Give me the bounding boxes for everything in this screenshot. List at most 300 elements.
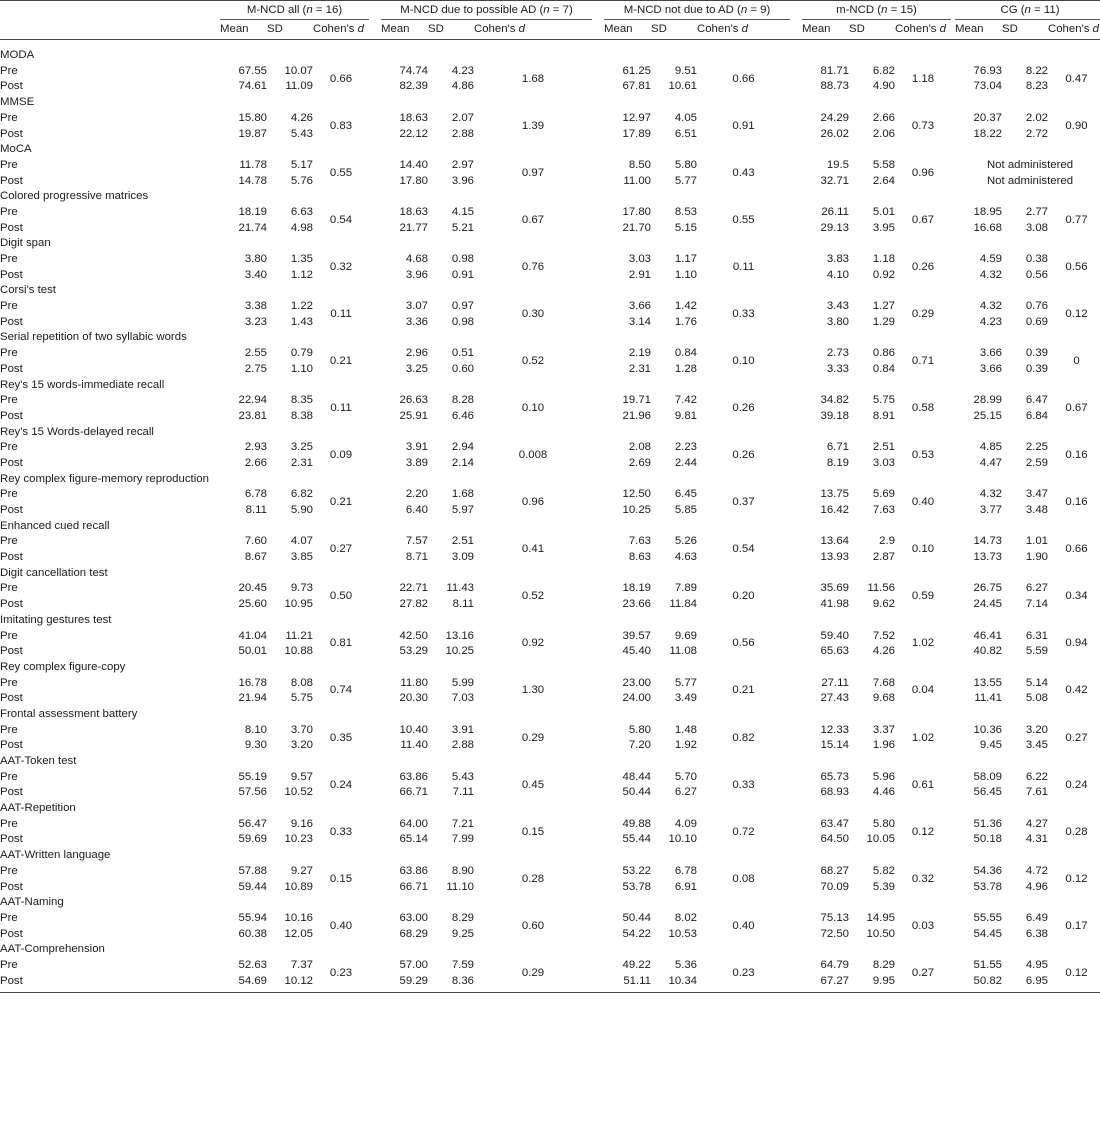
sd-value: 3.95 [872,221,895,234]
subheader-cohen-s-d: Cohen's d [313,20,369,40]
row-label-pre: Pre [0,582,18,595]
row-label-pre: Pre [0,441,18,454]
sd-value: 3.45 [1025,739,1048,752]
subheader-mean: Mean [381,20,428,40]
header-gap [369,20,381,40]
measure-row [0,566,1100,582]
sd-value: 4.72 [1025,864,1048,877]
mean-value: 65.14 [399,833,428,846]
mean-value: 59.40 [820,629,849,642]
sd-value: 6.91 [674,880,697,893]
mean-value: 51.36 [973,817,1002,830]
pre-row [0,817,1100,833]
mean-value: 22.12 [399,127,428,140]
mean-value: 15.14 [820,739,849,752]
measure-name: Frontal assessment battery [0,707,138,720]
sd-value: 6.82 [290,488,313,501]
not-administered: Not administered [986,158,1074,171]
gap-cell [592,205,604,221]
cohens-d-value: 0.03 [911,919,935,932]
cohens-d-value: 0.55 [732,213,755,226]
sd-value: 4.90 [872,80,895,93]
gap-cell [790,315,802,331]
sd-value: 12.05 [284,927,313,940]
sd-value: 1.43 [290,315,313,328]
measure-name: Colored progressive matrices [0,190,149,203]
mean-value: 19.71 [622,394,651,407]
mean-value: 2.93 [244,441,267,454]
gap-cell [592,644,604,660]
mean-value: 21.77 [399,221,428,234]
sd-value: 8.36 [451,974,474,987]
mean-value: 59.44 [238,880,267,893]
mean-value: 2.96 [405,347,428,360]
cohens-d-value: 0.77 [1065,213,1088,226]
row-label-pre: Pre [0,817,18,830]
row-label-post: Post [0,221,23,234]
cohens-d-value: 0.23 [732,966,755,979]
sd-value: 1.76 [674,315,697,328]
mean-value: 12.97 [622,111,651,124]
gap-cell [369,817,381,833]
measure-row [0,425,1100,441]
row-label-pre: Pre [0,723,18,736]
gap-cell [369,456,381,472]
mean-value: 81.71 [820,64,849,77]
cohens-d-symbol: d [357,22,364,35]
gap-cell [369,362,381,378]
measure-row [0,801,1100,817]
gap-cell [790,974,802,990]
cohens-d-value: 0.66 [329,72,353,85]
pre-row [0,864,1100,880]
sd-value: 1.10 [290,362,313,375]
gap-cell [592,927,604,943]
cohens-d-value: 0.96 [521,496,545,509]
subheader-sd: SD [651,20,697,40]
cohens-d-value: 0.96 [911,166,935,179]
sd-value: 3.20 [290,739,313,752]
mean-value: 17.80 [622,205,651,218]
sd-value: 3.47 [1025,488,1048,501]
gap-cell [369,503,381,519]
sd-value: 2.14 [451,456,474,469]
sd-value: 5.77 [674,676,697,689]
sd-value: 5.59 [1025,645,1048,658]
mean-value: 2.91 [628,268,651,281]
sd-value: 1.17 [674,253,697,266]
row-label-pre: Pre [0,958,18,971]
mean-value: 53.78 [973,880,1002,893]
mean-value: 67.27 [820,974,849,987]
mean-value: 74.61 [238,80,267,93]
mean-value: 53.78 [622,880,651,893]
measure-row [0,283,1100,299]
mean-value: 10.25 [622,504,651,517]
mean-value: 75.13 [820,911,849,924]
mean-value: 18.22 [973,127,1002,140]
subheader-cohen-s-d: Cohen's d [697,20,790,40]
sd-value: 5.17 [290,158,313,171]
cohens-d-value: 0.24 [329,778,353,791]
measure-name: AAT-Repetition [0,802,76,815]
gap-cell [369,346,381,362]
cohens-d-value: 0.21 [732,684,755,697]
sd-value: 6.78 [674,864,697,877]
sd-value: 6.27 [1025,582,1048,595]
gap-cell [592,534,604,550]
mean-value: 11.00 [623,174,651,187]
cohens-d-value: 0.30 [521,307,545,320]
header-gap [790,2,802,20]
gap-cell [369,158,381,174]
cohens-d-value: 0.11 [732,260,755,273]
sd-value: 4.26 [290,111,313,124]
measure-name: Digit span [0,237,51,250]
sd-value: 3.85 [290,551,313,564]
gap-cell [790,550,802,566]
cohens-d-value: 1.02 [911,731,935,744]
sd-value: 0.79 [290,347,313,360]
gap-cell [790,628,802,644]
mean-value: 3.66 [628,300,651,313]
subheader-mean: Mean [220,20,267,40]
cohens-d-value: 0.59 [911,590,935,603]
cohens-d-value: 0.53 [911,449,935,462]
mean-value: 11.40 [400,739,428,752]
cohens-d-value: 0.23 [329,966,353,979]
gap-cell [369,534,381,550]
cohens-d-value: 0.50 [329,590,353,603]
mean-value: 50.44 [622,911,651,924]
sd-value: 1.01 [1025,535,1048,548]
mean-value: 7.57 [405,535,428,548]
gap-cell [369,268,381,284]
mean-value: 68.29 [399,927,428,940]
sd-value: 6.95 [1025,974,1048,987]
mean-value: 18.63 [399,205,428,218]
mean-value: 64.50 [820,833,849,846]
gap-cell [592,958,604,974]
pre-row [0,911,1100,927]
sd-value: 1.22 [290,300,313,313]
mean-value: 8.50 [628,158,651,171]
sd-value: 3.70 [290,723,313,736]
mean-value: 13.73 [973,551,1002,564]
group-header-4: CG (n = 11) [955,2,1100,20]
mean-value: 19.5 [826,158,849,171]
mean-value: 3.80 [826,315,849,328]
subheader-mean: Mean [604,20,651,40]
sd-value: 6.45 [674,488,697,501]
sd-value: 5.70 [674,770,697,783]
mean-value: 3.91 [405,441,428,454]
mean-value: 41.04 [238,629,267,642]
gap-cell [369,879,381,895]
cohens-d-value: 0.32 [329,260,353,273]
sd-value: 6.63 [290,205,313,218]
mean-value: 41.98 [820,598,849,611]
gap-cell [369,174,381,190]
mean-value: 17.80 [399,174,428,187]
cohens-d-value: 0.26 [732,449,755,462]
pre-row [0,111,1100,127]
pre-row [0,346,1100,362]
sd-value: 0.69 [1025,315,1048,328]
cohens-d-value: 0.67 [1065,402,1088,415]
gap-cell [790,221,802,237]
group-n-label: n [1024,3,1031,16]
mean-value: 23.66 [622,598,651,611]
sd-value: 5.82 [872,864,895,877]
gap-cell [790,911,802,927]
mean-value: 50.44 [622,786,651,799]
pre-row [0,393,1100,409]
row-label-post: Post [0,927,23,940]
mean-value: 3.07 [405,300,428,313]
mean-value: 22.94 [238,394,267,407]
gap-cell [592,299,604,315]
sd-value: 0.38 [1025,253,1048,266]
gap-cell [790,879,802,895]
gap-cell [592,785,604,801]
sd-value: 3.91 [451,723,474,736]
sd-value: 4.05 [674,111,697,124]
gap-cell [592,628,604,644]
row-label-pre: Pre [0,911,18,924]
pre-row [0,581,1100,597]
sd-value: 8.35 [290,394,313,407]
measure-row [0,519,1100,535]
mean-value: 3.25 [405,362,428,375]
measure-name: AAT-Comprehension [0,943,105,956]
mean-value: 4.23 [979,315,1002,328]
mean-value: 23.81 [238,409,267,422]
sd-value: 5.76 [290,174,313,187]
sd-value: 5.58 [872,158,895,171]
gap-cell [592,252,604,268]
mean-value: 11.78 [239,158,267,171]
sd-value: 1.35 [290,253,313,266]
sd-value: 2.06 [872,127,895,140]
measure-row [0,330,1100,346]
mean-value: 8.67 [244,551,267,564]
mean-value: 82.39 [399,80,428,93]
header-gap [790,20,802,40]
mean-value: 54.22 [622,927,651,940]
sd-value: 7.59 [451,958,474,971]
sd-value: 10.95 [284,598,313,611]
row-label-post: Post [0,409,23,422]
cohens-d-value: 0.43 [732,166,755,179]
sd-value: 4.15 [451,205,474,218]
gap-cell [790,503,802,519]
cohens-d-value: 0.24 [1065,778,1088,791]
mean-value: 32.71 [820,174,849,187]
gap-cell [592,440,604,456]
mean-value: 72.50 [820,927,849,940]
sd-value: 0.98 [451,315,474,328]
sd-value: 2.66 [872,111,895,124]
sd-value: 6.31 [1025,629,1048,642]
sd-value: 1.29 [872,315,895,328]
mean-value: 3.36 [405,315,428,328]
mean-value: 3.89 [405,456,428,469]
mean-value: 28.99 [973,394,1002,407]
sd-value: 5.08 [1025,692,1048,705]
pre-row [0,676,1100,692]
sd-value: 0.84 [872,362,895,375]
mean-value: 26.11 [821,205,849,218]
sd-value: 8.91 [872,409,895,422]
cohens-d-value: 0.32 [911,872,935,885]
measure-row [0,189,1100,205]
sd-value: 4.23 [451,64,474,77]
cohens-d-value: 1.18 [911,72,935,85]
sd-value: 5.69 [872,488,895,501]
mean-value: 55.19 [238,770,267,783]
cohens-d-value: 0.27 [1065,731,1088,744]
mean-value: 42.50 [399,629,428,642]
mean-value: 21.74 [238,221,267,234]
measure-row [0,895,1100,911]
measure-name: AAT-Token test [0,755,77,768]
mean-value: 3.80 [244,253,267,266]
gap-cell [369,409,381,425]
sd-value: 6.38 [1025,927,1048,940]
mean-value: 76.93 [973,64,1002,77]
sd-value: 2.97 [451,158,474,171]
mean-value: 7.60 [244,535,267,548]
sd-value: 5.43 [451,770,474,783]
sd-value: 5.15 [674,221,697,234]
cohens-d-value: 0.41 [521,543,545,556]
cohens-d-value: 0.52 [521,590,545,603]
sd-value: 5.14 [1025,676,1048,689]
sd-value: 2.72 [1025,127,1048,140]
row-label-post: Post [0,315,23,328]
sd-value: 5.26 [674,535,697,548]
gap-cell [592,738,604,754]
sd-value: 4.96 [1025,880,1048,893]
cohens-d-symbol: d [1092,22,1099,35]
mean-value: 3.83 [826,253,849,266]
cohens-d-value: 0.04 [911,684,935,697]
mean-value: 4.10 [826,268,849,281]
row-label-pre: Pre [0,864,18,877]
sd-value: 4.31 [1025,833,1048,846]
mean-value: 21.70 [622,221,651,234]
header-gap [592,2,604,20]
gap-cell [592,409,604,425]
mean-value: 64.79 [820,958,849,971]
gap-cell [592,315,604,331]
gap-cell [369,126,381,142]
measure-row [0,848,1100,864]
mean-value: 20.45 [238,582,267,595]
measure-row [0,236,1100,252]
gap-cell [369,644,381,660]
sd-value: 6.22 [1025,770,1048,783]
sd-value: 4.26 [872,645,895,658]
group-header-0: M-NCD all (n = 16) [220,2,369,20]
mean-value: 50.01 [238,645,267,658]
gap-cell [790,785,802,801]
mean-value: 8.71 [405,551,428,564]
mean-value: 27.11 [821,676,849,689]
sd-value: 3.20 [1025,723,1048,736]
measure-name: Rey complex figure-copy [0,660,126,673]
sd-value: 2.51 [451,535,474,548]
gap-cell [369,393,381,409]
gap-cell [369,676,381,692]
cohens-d-value: 0.35 [329,731,353,744]
cohens-d-value: 0.66 [1065,543,1088,556]
mean-value: 35.69 [820,582,849,595]
sd-value: 4.46 [872,786,895,799]
sd-value: 1.48 [674,723,697,736]
mean-value: 17.89 [622,127,651,140]
sd-value: 4.95 [1025,958,1048,971]
gap-cell [592,817,604,833]
gap-cell [369,221,381,237]
mean-value: 20.30 [399,692,428,705]
sd-value: 5.21 [451,221,474,234]
gap-cell [369,723,381,739]
mean-value: 65.73 [820,770,849,783]
sd-value: 2.44 [674,456,697,469]
gap-cell [592,393,604,409]
gap-cell [790,393,802,409]
row-label-post: Post [0,456,23,469]
cohens-d-value: 0.16 [1065,496,1088,509]
mean-value: 65.63 [820,645,849,658]
mean-value: 2.73 [826,347,849,360]
gap-cell [790,79,802,95]
gap-cell [790,770,802,786]
sd-value: 3.08 [1025,221,1048,234]
cohens-d-value: 0.29 [521,731,545,744]
mean-value: 12.33 [820,723,849,736]
gap-cell [592,158,604,174]
mean-value: 18.19 [622,582,651,595]
sd-value: 11.21 [285,629,313,642]
row-label-post: Post [0,645,23,658]
sd-value: 1.10 [674,268,697,281]
subheader-cohen-s-d: Cohen's d [474,20,592,40]
measure-row [0,95,1100,111]
cohens-d-value: 0.15 [329,872,353,885]
mean-value: 53.29 [399,645,428,658]
mean-value: 68.27 [820,864,849,877]
header-gap [592,20,604,40]
sd-value: 1.92 [674,739,697,752]
sd-value: 5.75 [872,394,895,407]
gap-cell [369,205,381,221]
mean-value: 24.00 [622,692,651,705]
mean-value: 4.32 [979,268,1002,281]
cohens-d-value: 0.11 [330,307,352,320]
sd-value: 6.46 [451,409,474,422]
mean-value: 4.59 [979,253,1002,266]
cohens-d-value: 0.17 [1065,919,1088,932]
sd-value: 5.75 [290,692,313,705]
row-label-post: Post [0,692,23,705]
cohens-d-value: 0.97 [521,166,545,179]
cohens-d-value: 0.10 [521,402,545,415]
row-label-pre: Pre [0,347,18,360]
cohens-d-value: 0.29 [911,307,935,320]
